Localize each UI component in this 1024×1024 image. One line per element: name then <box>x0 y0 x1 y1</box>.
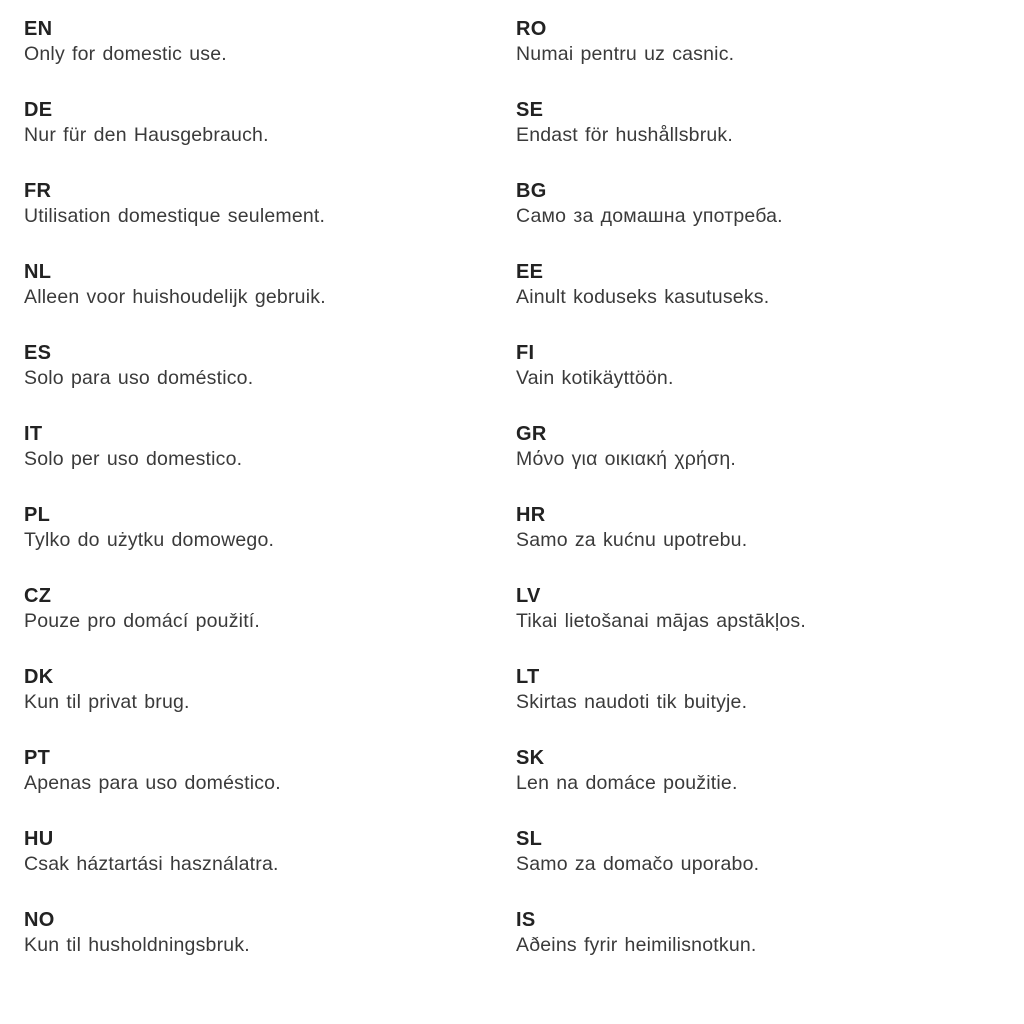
language-text: Samo za domačo uporabo. <box>516 853 760 875</box>
language-code: PT <box>24 747 51 769</box>
language-code: IS <box>516 909 536 931</box>
language-code: EN <box>24 18 53 40</box>
language-code: PL <box>24 504 51 526</box>
language-entry-hr <box>516 503 986 552</box>
language-entry-ee <box>516 260 986 309</box>
language-entry-bg <box>516 179 986 228</box>
language-code: SE <box>516 99 544 121</box>
language-entry-lt <box>516 665 986 714</box>
language-text: Tikai lietošanai mājas apstākļos. <box>516 610 807 632</box>
language-code: HR <box>516 504 546 526</box>
language-entry-no <box>24 908 494 957</box>
language-text: Csak háztartási használatra. <box>24 853 279 875</box>
language-text: Utilisation domestique seulement. <box>24 205 326 227</box>
language-entry-pl <box>24 503 494 552</box>
language-text: Nur für den Hausgebrauch. <box>24 124 269 146</box>
language-text: Alleen voor huishoudelijk gebruik. <box>24 286 326 308</box>
language-entry-lv <box>516 584 986 633</box>
language-entry-is <box>516 908 986 957</box>
language-text: Only for domestic use. <box>24 43 227 65</box>
language-code: DK <box>24 666 54 688</box>
language-text: Само за домашна употреба. <box>516 205 783 227</box>
language-text: Aðeins fyrir heimilisnotkun. <box>516 934 757 956</box>
language-code: RO <box>516 18 547 40</box>
language-entry-de <box>24 98 494 147</box>
language-code: NL <box>24 261 52 283</box>
language-entry-pt <box>24 746 494 795</box>
language-column-left <box>24 17 494 989</box>
language-entry-it <box>24 422 494 471</box>
language-code: BG <box>516 180 547 202</box>
language-entry-fi <box>516 341 986 390</box>
language-code: DE <box>24 99 53 121</box>
language-text: Ainult koduseks kasutuseks. <box>516 286 770 308</box>
language-entry-ro <box>516 17 986 66</box>
language-code: EE <box>516 261 544 283</box>
language-entry-cz <box>24 584 494 633</box>
language-text: Solo para uso doméstico. <box>24 367 254 389</box>
language-entry-es <box>24 341 494 390</box>
language-entry-se <box>516 98 986 147</box>
language-entry-sk <box>516 746 986 795</box>
language-entry-nl <box>24 260 494 309</box>
language-entry-dk <box>24 665 494 714</box>
language-text: Kun til husholdningsbruk. <box>24 934 250 956</box>
language-text: Skirtas naudoti tik buityje. <box>516 691 748 713</box>
language-column-right <box>516 17 986 989</box>
language-text: Solo per uso domestico. <box>24 448 243 470</box>
language-code: IT <box>24 423 43 445</box>
language-text: Pouze pro domácí použití. <box>24 610 261 632</box>
language-code: LV <box>516 585 541 607</box>
language-text: Numai pentru uz casnic. <box>516 43 735 65</box>
language-code: SK <box>516 747 545 769</box>
language-code: LT <box>516 666 540 688</box>
language-entry-gr <box>516 422 986 471</box>
language-code: NO <box>24 909 55 931</box>
language-text: Samo za kućnu upotrebu. <box>516 529 748 551</box>
language-code: FR <box>24 180 52 202</box>
language-code: SL <box>516 828 543 850</box>
language-code: GR <box>516 423 547 445</box>
language-code: ES <box>24 342 52 364</box>
language-code: HU <box>24 828 54 850</box>
language-text: Μόνο για οικιακή χρήση. <box>516 448 736 470</box>
language-text: Tylko do użytku domowego. <box>24 529 275 551</box>
language-code: FI <box>516 342 535 364</box>
language-text: Endast för hushållsbruk. <box>516 124 733 146</box>
language-text: Len na domáce použitie. <box>516 772 738 794</box>
language-code: CZ <box>24 585 52 607</box>
language-text: Vain kotikäyttöön. <box>516 367 674 389</box>
language-entry-sl <box>516 827 986 876</box>
language-text: Kun til privat brug. <box>24 691 190 713</box>
language-text: Apenas para uso doméstico. <box>24 772 281 794</box>
language-entry-hu <box>24 827 494 876</box>
language-entry-en <box>24 17 494 66</box>
language-entry-fr <box>24 179 494 228</box>
